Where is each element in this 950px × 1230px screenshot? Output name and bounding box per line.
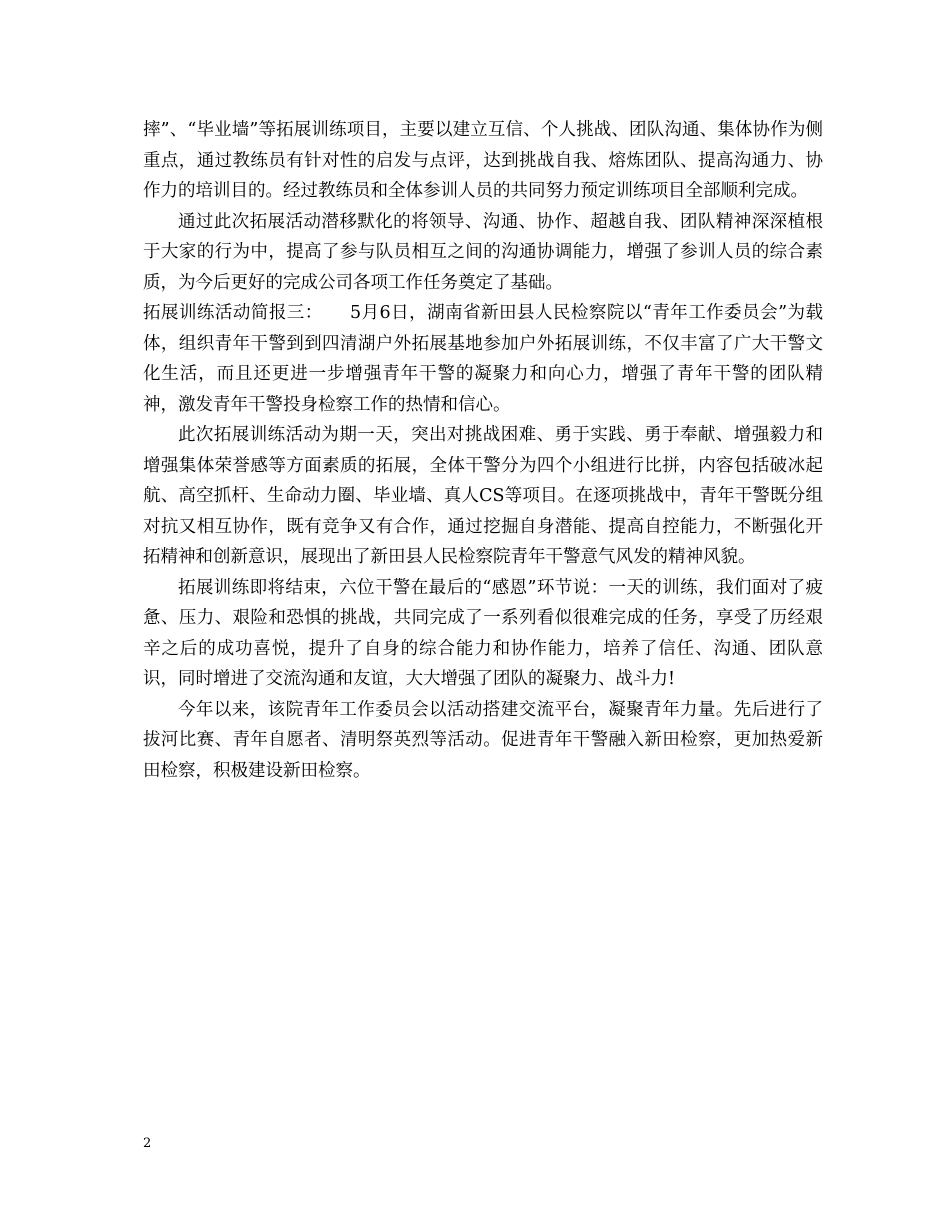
paragraph-summary: 通过此次拓展活动潜移默化的将领导、沟通、协作、超越自我、团队精神深深植根于大家的行为中，提高了参与队员相互之间的沟通协调能力，增强了参训人员的综合素质，为今后更好的完成公司各项工作任务奠定了基础。	[143, 211, 823, 293]
paragraph-briefing-three: 拓展训练活动简报三： 5月6日，湖南省新田县人民检察院以“青年工作委员会”为载体，组织青年干警到到四清湖户外拓展基地参加户外拓展训练，不仅丰富了广大干警文化生活，而且还更进一步增强青年干警的凝聚力和向心力，增强了青年干警的团队精神，激发青年干警投身检察工作的热情和信心。	[143, 303, 823, 415]
paragraph-activity-details: 此次拓展训练活动为期一天，突出对挑战困难、勇于实践、勇于奉献、增强毅力和增强集体荣誉感等方面素质的拓展，全体干警分为四个小组进行比拼，内容包括破冰起航、高空抓杆、生命动力圈、毕业墙、真人CS等项目。在逐项挑战中，青年干警既分组对抗又相互协作，既有竞争又有合作，通过挖掘自身潜能、提高自控能力，不断强化开拓精神和创新意识，展现出了新田县人民检察院青年干警意气风发的精神风貌。	[143, 425, 823, 567]
paragraph-gratitude: 拓展训练即将结束，六位干警在最后的“感恩”环节说：一天的训练，我们面对了疲惫、压力、艰险和恐惧的挑战，共同完成了一系列看似很难完成的任务，享受了历经艰辛之后的成功喜悦，提升了自身的综合能力和协作能力，培养了信任、沟通、团队意识，同时增进了交流沟通和友谊，大大增强了团队的凝聚力、战斗力!	[143, 577, 823, 689]
paragraph-continuation: 摔”、“毕业墙”等拓展训练项目，主要以建立互信、个人挑战、团队沟通、集体协作为侧重点，通过教练员有针对性的启发与点评，达到挑战自我、熔炼团队、提高沟通力、协作力的培训目的。经过教练员和全体参训人员的共同努力预定训练项目全部顺利完成。	[143, 120, 823, 201]
document-body	[143, 115, 823, 786]
paragraph-conclusion: 今年以来，该院青年工作委员会以活动搭建交流平台，凝聚青年力量。先后进行了拔河比赛、青年自愿者、清明祭英烈等活动。促进青年干警融入新田检察，更加热爱新田检察，积极建设新田检察。	[143, 699, 823, 781]
page-number: 2	[143, 1136, 152, 1151]
